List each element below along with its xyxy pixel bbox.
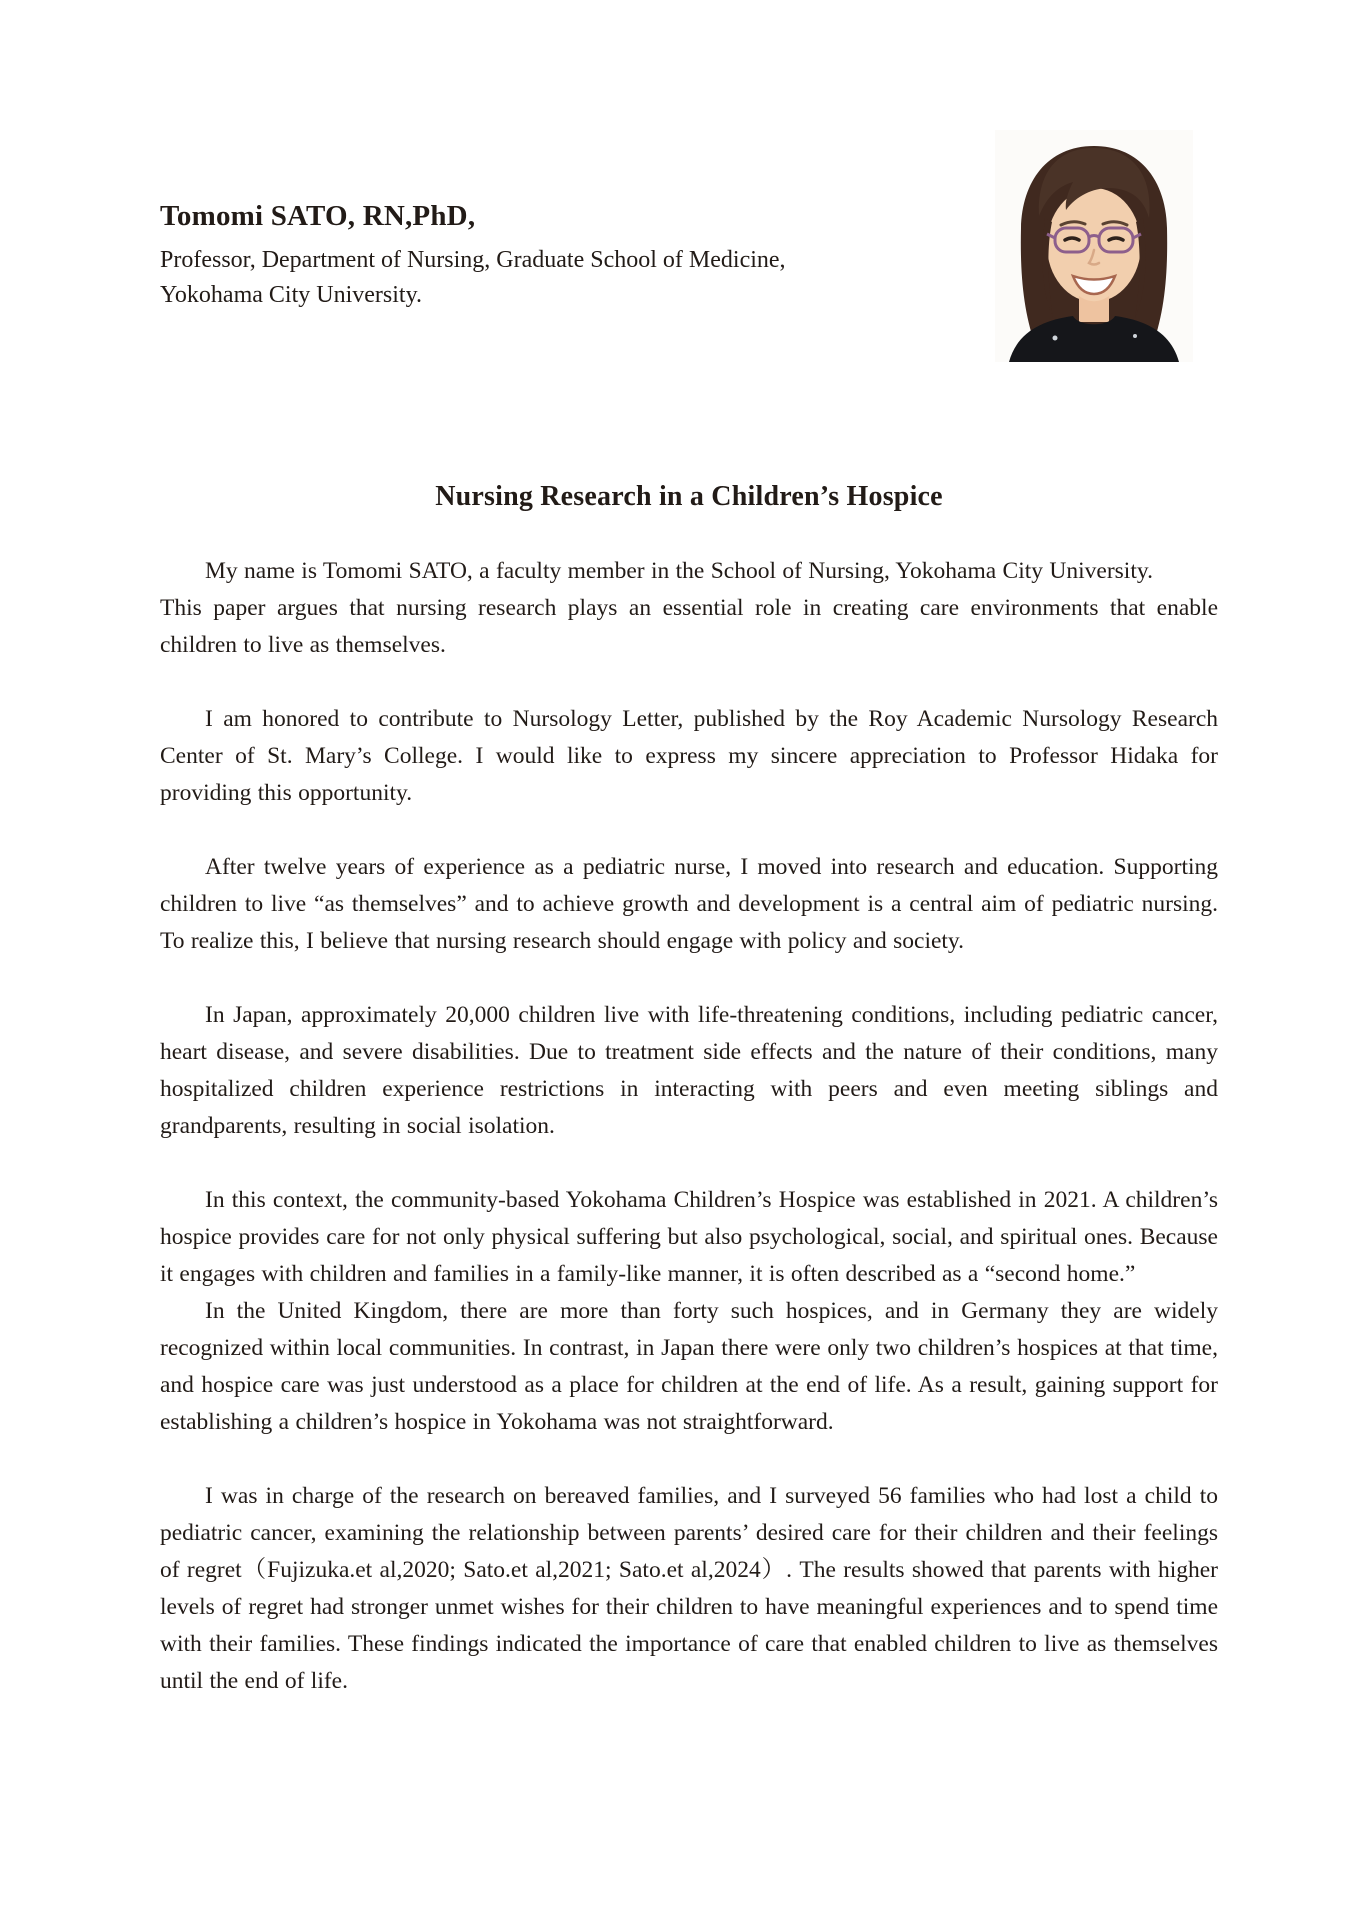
paragraph-uk-comparison: In the United Kingdom, there are more than forty such hospices, and in Germany they are widely recognized within local communities. In contrast, in Japan there were only two children’s hospices at that time, and hospice care was just understood as a place for children at the end of life. As a result, gaining support for establishing a children’s hospice in Yokohama was not straightforward.: [160, 1298, 1218, 1435]
paragraph-acknowledgement: I am honored to contribute to Nursology Letter, published by the Roy Academic Nursology Research Center of St. Mary’s College. I would like to express my sincere appreciation to Professor Hidaka for providing this opportunity.: [160, 706, 1218, 806]
paragraph-research-findings: I was in charge of the research on bereaved families, and I surveyed 56 families who had lost a child to pediatric cancer, examining the relationship between parents’ desired care for their children and their feelings of regret（Fujizuka.et al,2020; Sato.et al,2021; Sato.et al,2024）. The results showed that parents with higher levels of regret had stronger unmet wishes for their children to have meaningful experiences and to spend time with their families. These findings indicated the importance of care that enabled children to live as themselves until the end of life.: [160, 1483, 1218, 1694]
paragraph-hospice-context: In this context, the community-based Yokohama Children’s Hospice was established in 2021. A children’s hospice provides care for not only physical suffering but also psychological, social, and spiritual ones. Because it engages with children and families in a family-like manner, it is often described as a “second home.”: [160, 1187, 1218, 1287]
author-photo: [995, 130, 1193, 362]
article-body: [160, 478, 1218, 1700]
paragraph-thesis: This paper argues that nursing research plays an essential role in creating care environments that enable children to live as themselves.: [160, 595, 1218, 658]
paragraph-japan-conditions: In Japan, approximately 20,000 children live with life-threatening conditions, including pediatric cancer, heart disease, and severe disabilities. Due to treatment side effects and the nature of their conditions, many hospitalized children experience restrictions in interacting with peers and even meeting siblings and grandparents, resulting in social isolation.: [160, 1002, 1218, 1139]
author-name: Tomomi SATO, RN,PhD,: [160, 200, 476, 232]
author-block: [160, 198, 786, 313]
author-portrait-illustration: [995, 130, 1193, 362]
paragraph-background: After twelve years of experience as a pediatric nurse, I moved into research and education. Supporting children to live “as themselves” and to achieve growth and development is a central aim of pediatric nursing. To realize this, I believe that nursing research should engage with policy and society.: [160, 854, 1218, 954]
author-affiliation-line2: Yokohama City University.: [160, 282, 423, 308]
author-affiliation-line1: Professor, Department of Nursing, Graduate School of Medicine,: [160, 247, 786, 273]
article-title: Nursing Research in a Children’s Hospice: [435, 481, 943, 512]
paragraph-intro: My name is Tomomi SATO, a faculty member in the School of Nursing, Yokohama City University.: [205, 558, 1153, 584]
